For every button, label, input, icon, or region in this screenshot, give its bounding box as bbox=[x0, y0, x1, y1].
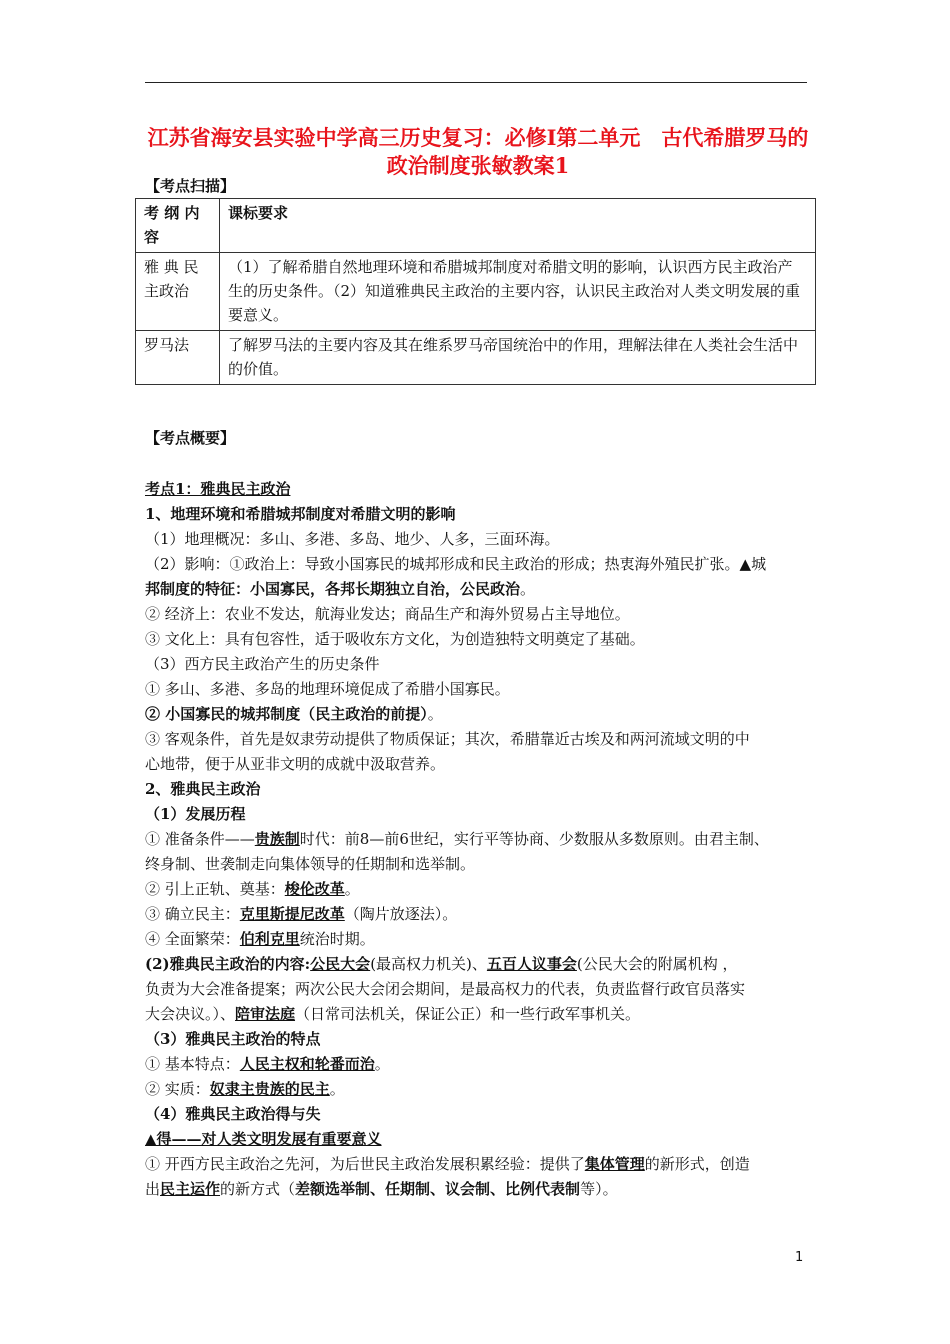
text-line: ④ 全面繁荣：伯利克里统治时期。 bbox=[145, 930, 375, 948]
text-line: ② 引上正轨、奠基：梭伦改革。 bbox=[145, 880, 360, 898]
page-title: 江苏省海安县实验中学高三历史复习：必修Ⅰ第二单元 古代希腊罗马的政治制度张敏教案1 bbox=[147, 125, 809, 178]
table-row bbox=[136, 331, 816, 385]
text-line: 大会决议。）、陪审法庭（日常司法机关，保证公正）和一些行政军事机关。 bbox=[145, 1005, 641, 1023]
text-line: ① 多山、多港、多岛的地理环境促成了希腊小国寡民。 bbox=[145, 680, 510, 698]
text-line: (2)雅典民主政治的内容:公民大会(最高权力机关)、五百人议事会(公民大会的附属机构 ， bbox=[145, 955, 738, 973]
table-cell: 了解罗马法的主要内容及其在维系罗马帝国统治中的作用，理解法律在人类社会生活中的价值。 bbox=[220, 331, 816, 385]
table-cell: （1）了解希腊自然地理环境和希腊城邦制度对希腊文明的影响，认识西方民主政治产生的历史条件。（2）知道雅典民主政治的主要内容，认识民主政治对人类文明发展的重要意义。 bbox=[220, 253, 816, 331]
table-cell: 罗马法 bbox=[136, 331, 220, 385]
text-line: （3）西方民主政治产生的历史条件 bbox=[145, 655, 380, 673]
text-line: （2）影响：①政治上：导致小国寡民的城邦形成和民主政治的形成；热衷海外殖民扩张。▲城 bbox=[145, 555, 767, 573]
text-line: ② 经济上：农业不发达，航海业发达；商品生产和海外贸易占主导地位。 bbox=[145, 605, 630, 623]
text-line: ③ 文化上：具有包容性，适于吸收东方文化，为创造独特文明奠定了基础。 bbox=[145, 630, 645, 648]
subheading: ▲得——对人类文明发展有重要意义 bbox=[145, 1130, 382, 1148]
subheading: 2、雅典民主政治 bbox=[145, 780, 261, 798]
text-line: 心地带，便于从亚非文明的成就中汲取营养。 bbox=[145, 755, 446, 773]
table-header-cell: 考 纲 内 容 bbox=[136, 199, 220, 253]
table-cell: 雅 典 民 主政治 bbox=[136, 253, 220, 331]
text-line: （1）地理概况：多山、多港、多岛、地少、人多，三面环海。 bbox=[145, 530, 560, 548]
syllabus-table bbox=[135, 198, 816, 385]
table-header-cell: 课标要求 bbox=[220, 199, 816, 253]
text-line: 出民主运作的新方式（差额选举制、任期制、议会制、比例代表制等）。 bbox=[145, 1180, 618, 1198]
text-line: ③ 确立民主：克里斯提尼改革（陶片放逐法）。 bbox=[145, 905, 458, 923]
text-line: 邦制度的特征：小国寡民，各邦长期独立自治，公民政治。 bbox=[145, 580, 536, 598]
table-row bbox=[136, 253, 816, 331]
text-line: ② 小国寡民的城邦制度（民主政治的前提）。 bbox=[145, 705, 443, 723]
topic-heading: 考点1：雅典民主政治 bbox=[145, 480, 291, 498]
subheading: 1、地理环境和希腊城邦制度对希腊文明的影响 bbox=[145, 505, 456, 523]
text-line: ② 实质：奴隶主贵族的民主。 bbox=[145, 1080, 345, 1098]
text-line: ① 开西方民主政治之先河，为后世民主政治发展积累经验：提供了集体管理的新形式，创造 bbox=[145, 1155, 750, 1173]
header-rule bbox=[145, 82, 807, 83]
page-number: 1 bbox=[795, 1250, 804, 1265]
subheading: （3）雅典民主政治的特点 bbox=[145, 1030, 321, 1048]
text-line: 负责为大会准备提案；两次公民大会闭会期间，是最高权力的代表，负责监督行政官员落实 bbox=[145, 980, 746, 998]
table-header-row bbox=[136, 199, 816, 253]
text-line: ① 基本特点：人民主权和轮番而治。 bbox=[145, 1055, 390, 1073]
text-line: ③ 客观条件，首先是奴隶劳动提供了物质保证；其次，希腊靠近古埃及和两河流域文明的中 bbox=[145, 730, 750, 748]
text-line: ① 准备条件——贵族制时代：前8—前6世纪，实行平等协商、少数服从多数原则。由君主制、 bbox=[145, 830, 769, 848]
subheading: （4）雅典民主政治得与失 bbox=[145, 1105, 321, 1123]
subheading: （1）发展历程 bbox=[145, 805, 246, 823]
text-line: 终身制、世袭制走向集体领导的任期制和选举制。 bbox=[145, 855, 476, 873]
section-heading-scan: 【考点扫描】 bbox=[145, 177, 236, 195]
section-heading-outline: 【考点概要】 bbox=[145, 429, 236, 447]
